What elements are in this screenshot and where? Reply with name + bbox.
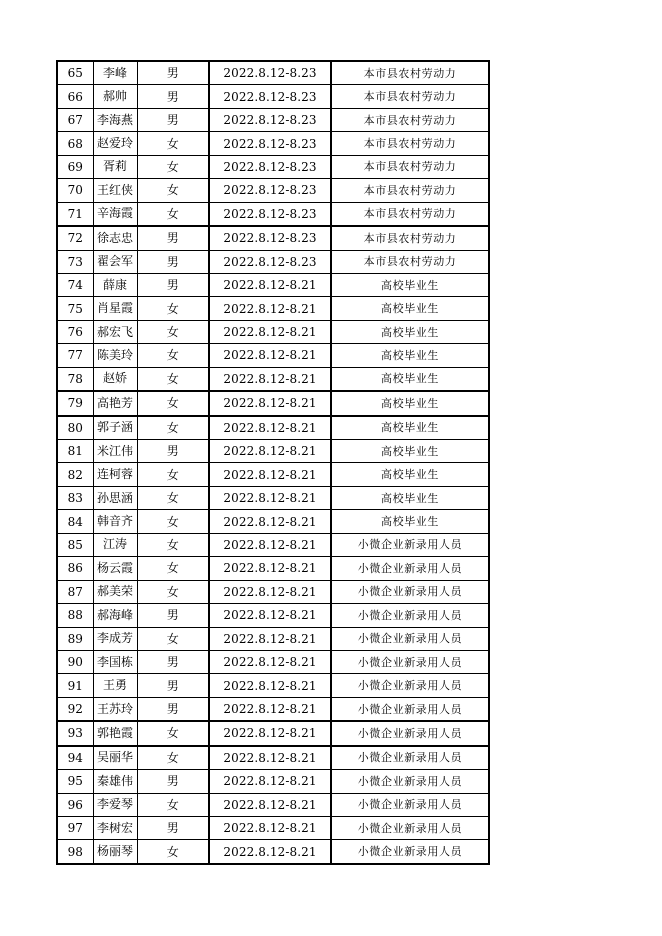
- training-dates-cell: 2022.8.12-8.23: [209, 108, 331, 131]
- table-row: [57, 250, 489, 273]
- person-name-cell: [93, 650, 137, 673]
- row-number-cell: 73: [57, 250, 93, 273]
- person-name: 孙思涵: [96, 490, 133, 505]
- row-number-cell: 71: [57, 202, 93, 226]
- person-name: 郝宏飞: [96, 324, 133, 339]
- row-number-cell: 96: [57, 793, 93, 816]
- row-number-cell: 85: [57, 533, 93, 556]
- table-row: [57, 85, 489, 108]
- training-dates-cell: 2022.8.12-8.21: [209, 770, 331, 793]
- person-name-cell: [93, 250, 137, 273]
- person-name-cell: [93, 604, 137, 627]
- table-row: [57, 226, 489, 250]
- gender-cell: 男: [137, 85, 209, 108]
- person-name-cell: [93, 297, 137, 320]
- person-name-cell: [93, 416, 137, 440]
- row-number-cell: 86: [57, 557, 93, 580]
- person-name: 米江伟: [96, 443, 133, 458]
- personnel-category-cell: 小微企业新录用人员: [331, 840, 489, 864]
- training-dates-cell: 2022.8.12-8.21: [209, 817, 331, 840]
- table-row: [57, 770, 489, 793]
- gender-cell: 男: [137, 697, 209, 721]
- person-name: 李树宏: [96, 820, 133, 835]
- row-number-cell: 66: [57, 85, 93, 108]
- personnel-category-cell: 高校毕业生: [331, 440, 489, 463]
- personnel-category-cell: 小微企业新录用人员: [331, 627, 489, 650]
- row-number-cell: 79: [57, 391, 93, 415]
- training-dates-cell: 2022.8.12-8.23: [209, 61, 331, 85]
- personnel-category-cell: 本市县农村劳动力: [331, 250, 489, 273]
- person-name: 郭艳霞: [96, 725, 133, 740]
- gender-cell: 男: [137, 817, 209, 840]
- personnel-category-cell: 小微企业新录用人员: [331, 557, 489, 580]
- roster-table-body: [57, 61, 489, 864]
- row-number-cell: 92: [57, 697, 93, 721]
- personnel-category-cell: 本市县农村劳动力: [331, 226, 489, 250]
- gender-cell: 女: [137, 367, 209, 391]
- table-row: [57, 627, 489, 650]
- gender-cell: 女: [137, 416, 209, 440]
- gender-cell: 女: [137, 155, 209, 178]
- table-row: [57, 132, 489, 155]
- training-dates-cell: 2022.8.12-8.21: [209, 793, 331, 816]
- person-name: 杨云霞: [96, 560, 133, 575]
- row-number-cell: 91: [57, 674, 93, 697]
- gender-cell: 女: [137, 793, 209, 816]
- training-dates-cell: 2022.8.12-8.21: [209, 697, 331, 721]
- table-row: [57, 108, 489, 131]
- roster-table: [56, 60, 490, 865]
- gender-cell: 男: [137, 440, 209, 463]
- table-row: [57, 817, 489, 840]
- gender-cell: 男: [137, 108, 209, 131]
- row-number-cell: 80: [57, 416, 93, 440]
- table-row: [57, 510, 489, 533]
- person-name: 胥莉: [102, 159, 127, 174]
- row-number-cell: 67: [57, 108, 93, 131]
- gender-cell: 女: [137, 510, 209, 533]
- gender-cell: 女: [137, 721, 209, 745]
- person-name-cell: [93, 817, 137, 840]
- row-number-cell: 76: [57, 320, 93, 343]
- person-name: 王苏玲: [96, 701, 133, 716]
- person-name: 郝帅: [102, 89, 127, 104]
- training-dates-cell: 2022.8.12-8.21: [209, 533, 331, 556]
- row-number-cell: 70: [57, 179, 93, 202]
- person-name: 韩音齐: [96, 514, 133, 529]
- person-name-cell: [93, 108, 137, 131]
- person-name-cell: [93, 179, 137, 202]
- person-name-cell: [93, 273, 137, 296]
- table-row: [57, 367, 489, 391]
- gender-cell: 女: [137, 463, 209, 486]
- person-name-cell: [93, 793, 137, 816]
- table-row: [57, 721, 489, 745]
- table-row: [57, 61, 489, 85]
- row-number-cell: 90: [57, 650, 93, 673]
- person-name: 吴丽华: [96, 750, 133, 765]
- personnel-category-cell: 本市县农村劳动力: [331, 179, 489, 202]
- gender-cell: 女: [137, 580, 209, 603]
- table-row: [57, 557, 489, 580]
- person-name: 李国栋: [96, 654, 133, 669]
- row-number-cell: 77: [57, 344, 93, 367]
- person-name: 高艳芳: [96, 395, 133, 410]
- training-dates-cell: 2022.8.12-8.21: [209, 344, 331, 367]
- personnel-category-cell: 高校毕业生: [331, 416, 489, 440]
- person-name-cell: [93, 155, 137, 178]
- gender-cell: 女: [137, 132, 209, 155]
- row-number-cell: 65: [57, 61, 93, 85]
- person-name: 王勇: [102, 678, 127, 693]
- row-number-cell: 69: [57, 155, 93, 178]
- personnel-category-cell: 本市县农村劳动力: [331, 202, 489, 226]
- gender-cell: 女: [137, 627, 209, 650]
- training-dates-cell: 2022.8.12-8.21: [209, 367, 331, 391]
- table-row: [57, 793, 489, 816]
- person-name: 郭子涵: [96, 420, 133, 435]
- training-dates-cell: 2022.8.12-8.23: [209, 132, 331, 155]
- gender-cell: 女: [137, 486, 209, 509]
- training-dates-cell: 2022.8.12-8.21: [209, 604, 331, 627]
- personnel-category-cell: 高校毕业生: [331, 297, 489, 320]
- table-row: [57, 463, 489, 486]
- training-dates-cell: 2022.8.12-8.23: [209, 85, 331, 108]
- table-row: [57, 416, 489, 440]
- table-row: [57, 202, 489, 226]
- row-number-cell: 88: [57, 604, 93, 627]
- training-dates-cell: 2022.8.12-8.21: [209, 320, 331, 343]
- person-name-cell: [93, 344, 137, 367]
- training-dates-cell: 2022.8.12-8.23: [209, 155, 331, 178]
- training-dates-cell: 2022.8.12-8.23: [209, 226, 331, 250]
- person-name: 翟会军: [96, 254, 133, 269]
- table-row: [57, 580, 489, 603]
- table-row: [57, 440, 489, 463]
- training-dates-cell: 2022.8.12-8.21: [209, 297, 331, 320]
- person-name-cell: [93, 627, 137, 650]
- person-name: 王红侠: [96, 182, 133, 197]
- gender-cell: 男: [137, 273, 209, 296]
- person-name: 连柯蓉: [96, 467, 133, 482]
- training-dates-cell: 2022.8.12-8.21: [209, 486, 331, 509]
- training-dates-cell: 2022.8.12-8.21: [209, 510, 331, 533]
- row-number-cell: 78: [57, 367, 93, 391]
- row-number-cell: 87: [57, 580, 93, 603]
- personnel-category-cell: 高校毕业生: [331, 320, 489, 343]
- person-name-cell: [93, 746, 137, 770]
- row-number-cell: 93: [57, 721, 93, 745]
- gender-cell: 男: [137, 61, 209, 85]
- gender-cell: 女: [137, 533, 209, 556]
- training-dates-cell: 2022.8.12-8.23: [209, 202, 331, 226]
- personnel-category-cell: 高校毕业生: [331, 344, 489, 367]
- person-name: 李爱琴: [96, 797, 133, 812]
- person-name: 辛海霞: [96, 206, 133, 221]
- training-dates-cell: 2022.8.12-8.21: [209, 580, 331, 603]
- training-dates-cell: 2022.8.12-8.23: [209, 250, 331, 273]
- training-dates-cell: 2022.8.12-8.21: [209, 273, 331, 296]
- training-dates-cell: 2022.8.12-8.21: [209, 627, 331, 650]
- row-number-cell: 81: [57, 440, 93, 463]
- person-name-cell: [93, 61, 137, 85]
- gender-cell: 女: [137, 320, 209, 343]
- person-name: 郝海峰: [96, 607, 133, 622]
- gender-cell: 男: [137, 674, 209, 697]
- training-dates-cell: 2022.8.12-8.21: [209, 746, 331, 770]
- person-name: 赵娇: [102, 371, 127, 386]
- row-number-cell: 94: [57, 746, 93, 770]
- person-name-cell: [93, 840, 137, 864]
- person-name-cell: [93, 486, 137, 509]
- row-number-cell: 75: [57, 297, 93, 320]
- table-row: [57, 344, 489, 367]
- training-dates-cell: 2022.8.12-8.23: [209, 179, 331, 202]
- person-name-cell: [93, 367, 137, 391]
- training-dates-cell: 2022.8.12-8.21: [209, 391, 331, 415]
- person-name-cell: [93, 580, 137, 603]
- person-name: 李海燕: [96, 112, 133, 127]
- person-name-cell: [93, 226, 137, 250]
- personnel-category-cell: 高校毕业生: [331, 367, 489, 391]
- personnel-category-cell: 小微企业新录用人员: [331, 793, 489, 816]
- personnel-category-cell: 高校毕业生: [331, 510, 489, 533]
- training-dates-cell: 2022.8.12-8.21: [209, 721, 331, 745]
- table-row: [57, 297, 489, 320]
- training-dates-cell: 2022.8.12-8.21: [209, 557, 331, 580]
- table-row: [57, 179, 489, 202]
- training-dates-cell: 2022.8.12-8.21: [209, 650, 331, 673]
- table-row: [57, 674, 489, 697]
- gender-cell: 男: [137, 770, 209, 793]
- person-name: 赵爱玲: [96, 136, 133, 151]
- personnel-category-cell: 小微企业新录用人员: [331, 746, 489, 770]
- person-name: 秦雄伟: [96, 773, 133, 788]
- person-name: 李峰: [102, 65, 127, 80]
- person-name-cell: [93, 510, 137, 533]
- table-row: [57, 650, 489, 673]
- row-number-cell: 98: [57, 840, 93, 864]
- gender-cell: 男: [137, 226, 209, 250]
- table-row: [57, 391, 489, 415]
- person-name: 陈美玲: [96, 347, 133, 362]
- person-name: 江涛: [102, 537, 127, 552]
- personnel-category-cell: 本市县农村劳动力: [331, 61, 489, 85]
- personnel-category-cell: 小微企业新录用人员: [331, 604, 489, 627]
- row-number-cell: 72: [57, 226, 93, 250]
- person-name-cell: [93, 320, 137, 343]
- personnel-category-cell: 本市县农村劳动力: [331, 108, 489, 131]
- personnel-category-cell: 本市县农村劳动力: [331, 132, 489, 155]
- gender-cell: 男: [137, 650, 209, 673]
- personnel-category-cell: 高校毕业生: [331, 391, 489, 415]
- personnel-category-cell: 小微企业新录用人员: [331, 817, 489, 840]
- gender-cell: 女: [137, 344, 209, 367]
- personnel-category-cell: 高校毕业生: [331, 486, 489, 509]
- person-name-cell: [93, 463, 137, 486]
- personnel-category-cell: 小微企业新录用人员: [331, 770, 489, 793]
- training-dates-cell: 2022.8.12-8.21: [209, 416, 331, 440]
- training-dates-cell: 2022.8.12-8.21: [209, 674, 331, 697]
- row-number-cell: 84: [57, 510, 93, 533]
- row-number-cell: 74: [57, 273, 93, 296]
- gender-cell: 女: [137, 840, 209, 864]
- row-number-cell: 83: [57, 486, 93, 509]
- table-row: [57, 604, 489, 627]
- personnel-category-cell: 小微企业新录用人员: [331, 533, 489, 556]
- gender-cell: 女: [137, 202, 209, 226]
- personnel-category-cell: 小微企业新录用人员: [331, 580, 489, 603]
- person-name: 杨丽琴: [96, 844, 133, 859]
- training-dates-cell: 2022.8.12-8.21: [209, 440, 331, 463]
- gender-cell: 男: [137, 604, 209, 627]
- person-name: 李成芳: [96, 631, 133, 646]
- row-number-cell: 95: [57, 770, 93, 793]
- person-name-cell: [93, 440, 137, 463]
- table-row: [57, 840, 489, 864]
- person-name-cell: [93, 770, 137, 793]
- table-row: [57, 746, 489, 770]
- table-row: [57, 155, 489, 178]
- personnel-category-cell: 小微企业新录用人员: [331, 721, 489, 745]
- person-name-cell: [93, 674, 137, 697]
- table-row: [57, 533, 489, 556]
- row-number-cell: 97: [57, 817, 93, 840]
- person-name-cell: [93, 533, 137, 556]
- table-row: [57, 320, 489, 343]
- training-dates-cell: 2022.8.12-8.21: [209, 840, 331, 864]
- gender-cell: 女: [137, 179, 209, 202]
- person-name: 徐志忠: [96, 230, 133, 245]
- personnel-category-cell: 本市县农村劳动力: [331, 155, 489, 178]
- person-name-cell: [93, 721, 137, 745]
- table-row: [57, 697, 489, 721]
- person-name: 薛康: [102, 277, 127, 292]
- gender-cell: 女: [137, 746, 209, 770]
- training-dates-cell: 2022.8.12-8.21: [209, 463, 331, 486]
- person-name-cell: [93, 202, 137, 226]
- person-name-cell: [93, 132, 137, 155]
- person-name-cell: [93, 391, 137, 415]
- person-name-cell: [93, 85, 137, 108]
- personnel-category-cell: 高校毕业生: [331, 273, 489, 296]
- gender-cell: 男: [137, 250, 209, 273]
- personnel-category-cell: 小微企业新录用人员: [331, 650, 489, 673]
- person-name: 肖星霞: [96, 301, 133, 316]
- table-row: [57, 273, 489, 296]
- row-number-cell: 68: [57, 132, 93, 155]
- person-name: 郝美荣: [96, 584, 133, 599]
- person-name-cell: [93, 557, 137, 580]
- gender-cell: 女: [137, 391, 209, 415]
- personnel-category-cell: 小微企业新录用人员: [331, 674, 489, 697]
- row-number-cell: 82: [57, 463, 93, 486]
- personnel-category-cell: 小微企业新录用人员: [331, 697, 489, 721]
- gender-cell: 女: [137, 297, 209, 320]
- table-row: [57, 486, 489, 509]
- row-number-cell: 89: [57, 627, 93, 650]
- gender-cell: 女: [137, 557, 209, 580]
- person-name-cell: [93, 697, 137, 721]
- personnel-category-cell: 本市县农村劳动力: [331, 85, 489, 108]
- personnel-category-cell: 高校毕业生: [331, 463, 489, 486]
